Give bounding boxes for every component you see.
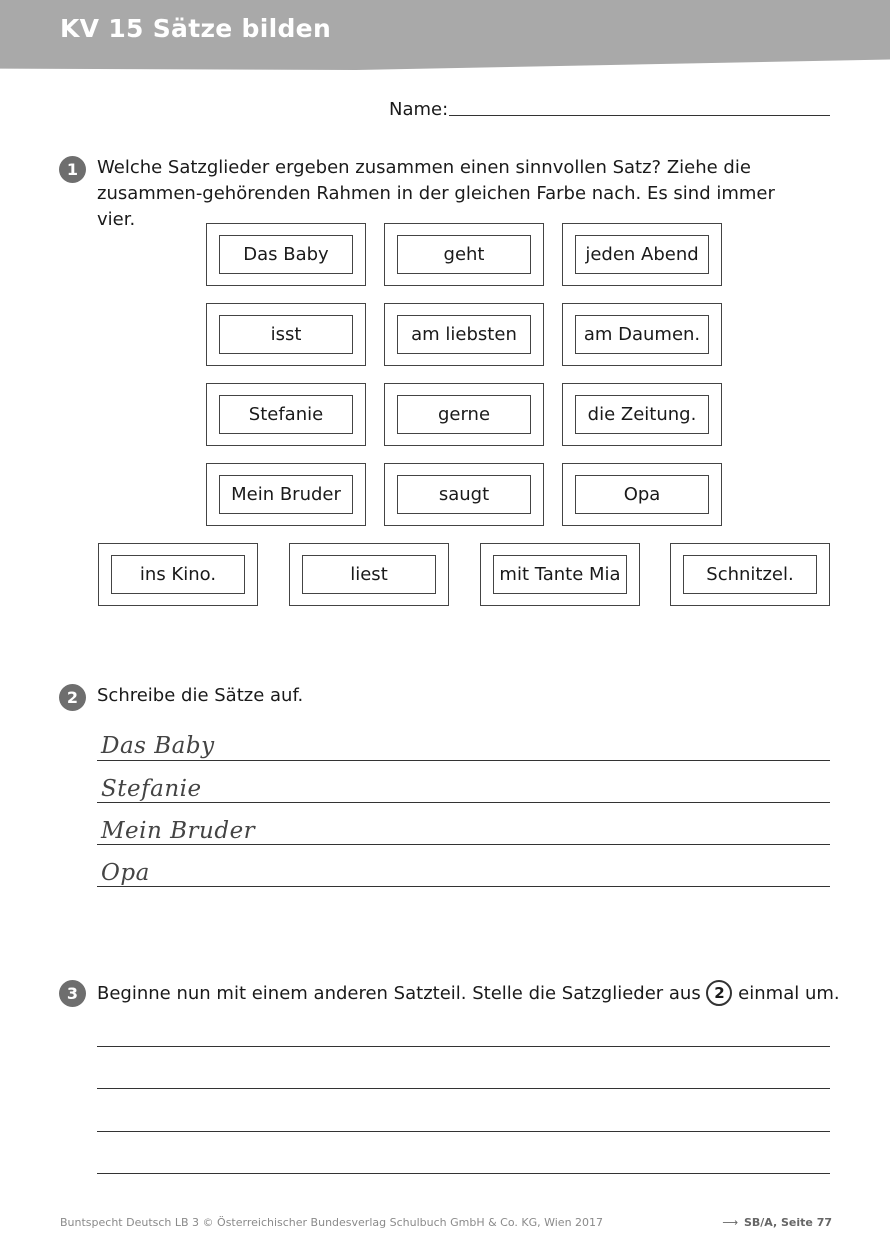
writing-line[interactable] [97,1046,830,1047]
name-field-line[interactable] [449,115,830,116]
card[interactable] [670,543,830,606]
card-label: saugt [397,475,531,514]
card-label: die Zeitung. [575,395,709,434]
card-label: geht [397,235,531,274]
card-label: mit Tante Mia [493,555,627,594]
card-label: am Daumen. [575,315,709,354]
card[interactable] [206,223,366,286]
card[interactable] [384,383,544,446]
task-1-instruction: Welche Satzglieder ergeben zusammen einen sinnvollen Satz? Ziehe die zusammen-gehörenden Rahmen in der gleichen Farbe nach. Es sind immer vier. [97,157,775,230]
card-label: ins Kino. [111,555,245,594]
card[interactable] [562,383,722,446]
card[interactable] [384,463,544,526]
writing-line[interactable] [97,760,830,761]
footer-page-label: SB/A, Seite 77 [743,1216,832,1229]
card[interactable] [562,463,722,526]
task-number-3: 3 [59,980,86,1007]
task-number-1: 1 [59,156,86,183]
footer-page-ref [722,1216,832,1229]
writing-line[interactable] [97,886,830,887]
card-label: Das Baby [219,235,353,274]
handwritten-text: Opa [101,860,150,886]
card[interactable] [206,303,366,366]
page-title: KV 15 Sätze bilden [60,14,332,43]
writing-line[interactable] [97,1131,830,1132]
writing-line[interactable] [97,802,830,803]
card[interactable] [384,223,544,286]
arrow-right-icon: ⟶ [722,1216,739,1229]
card-label: jeden Abend [575,235,709,274]
card[interactable] [480,543,640,606]
card-label: Schnitzel. [683,555,817,594]
name-label: Name: [389,99,449,120]
card-label: liest [302,555,436,594]
task-number-2: 2 [59,684,86,711]
card-label: gerne [397,395,531,434]
card[interactable] [562,223,722,286]
task-3-text-after: einmal um. [738,983,840,1004]
footer-copyright: Buntspecht Deutsch LB 3 © Österreichischer Bundesverlag Schulbuch GmbH & Co. KG, Wien 2017 [60,1216,604,1229]
card[interactable] [206,463,366,526]
task-3-text-before: Beginne nun mit einem anderen Satzteil. Stelle die Satzglieder aus [97,983,701,1004]
handwritten-text: Das Baby [101,733,215,759]
card-label: Opa [575,475,709,514]
card[interactable] [289,543,449,606]
card[interactable] [562,303,722,366]
task-reference-badge: 2 [706,980,732,1006]
card[interactable] [206,383,366,446]
writing-line[interactable] [97,844,830,845]
task-2-instruction: Schreibe die Sätze auf. [97,685,304,706]
card[interactable] [384,303,544,366]
writing-line[interactable] [97,1088,830,1089]
card-label: Stefanie [219,395,353,434]
handwritten-text: Stefanie [101,776,202,802]
card-label: isst [219,315,353,354]
writing-line[interactable] [97,1173,830,1174]
handwritten-text: Mein Bruder [101,818,256,844]
task-3-instruction [97,980,840,1007]
card-label: Mein Bruder [219,475,353,514]
card-label: am liebsten [397,315,531,354]
card[interactable] [98,543,258,606]
